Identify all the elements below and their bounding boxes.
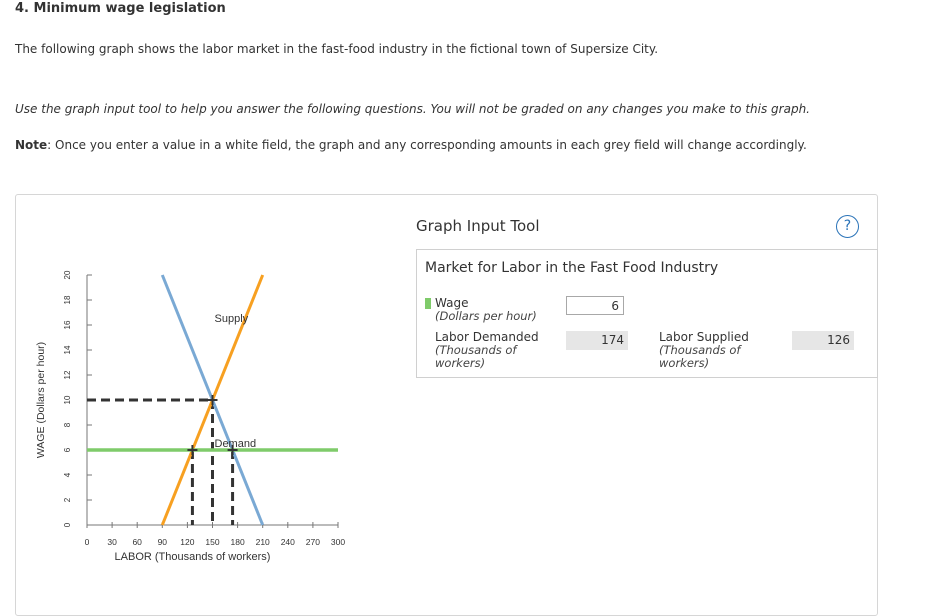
y-tick-label: 18 (63, 295, 72, 305)
labor-demanded-sublabel: (Thousands of workers) (435, 343, 517, 370)
wage-input[interactable] (566, 296, 624, 315)
x-axis-label: LABOR (Thousands of workers) (114, 551, 271, 563)
x-tick-label: 60 (132, 537, 142, 547)
wage-label-group (435, 297, 537, 323)
labor-demanded-label: Labor Demanded (435, 330, 539, 344)
supply-label: Supply (214, 313, 249, 325)
wage-sublabel: (Dollars per hour) (435, 309, 537, 323)
labor-market-chart[interactable] (16, 195, 406, 595)
graph-panel (15, 194, 878, 616)
note-body: : Once you enter a value in a white field, the graph and any corresponding amounts in each grey field will change accordingly. (47, 138, 807, 152)
wage-color-swatch (425, 298, 431, 309)
market-title: Market for Labor in the Fast Food Industry (425, 260, 719, 276)
y-tick-label: 14 (63, 345, 72, 355)
note-label: Note (15, 138, 48, 152)
labor-demanded-group (435, 331, 555, 370)
question-intro: The following graph shows the labor market in the fast-food industry in the fictional town of Supersize City. (15, 42, 659, 56)
y-tick-label: 10 (63, 395, 72, 405)
y-tick-label: 0 (63, 522, 72, 528)
y-tick-label: 12 (63, 370, 72, 380)
y-tick-label: 4 (63, 472, 72, 478)
instructions-text: Use the graph input tool to help you answer the following questions. You will not be graded on any changes you make to this graph. (15, 102, 810, 116)
question-title: 4. Minimum wage legislation (15, 1, 226, 16)
graph-input-tool-title: Graph Input Tool (416, 217, 540, 235)
y-tick-label: 2 (63, 497, 72, 503)
labor-supplied-group (659, 331, 769, 370)
x-tick-label: 0 (84, 537, 90, 547)
help-icon[interactable]: ? (836, 215, 859, 238)
labor-supplied-value: 126 (792, 331, 854, 350)
labor-supplied-label: Labor Supplied (659, 330, 749, 344)
note-text (15, 138, 807, 152)
y-axis-label: WAGE (Dollars per hour) (35, 341, 47, 459)
y-tick-label: 20 (63, 270, 72, 280)
y-tick-label: 16 (63, 320, 72, 330)
labor-supplied-sublabel: (Thousands of workers) (659, 343, 741, 370)
x-tick-label: 300 (330, 537, 346, 547)
x-tick-label: 150 (205, 537, 220, 547)
demand-label: Demand (214, 438, 257, 450)
y-tick-label: 6 (63, 447, 72, 453)
x-tick-label: 180 (230, 537, 245, 547)
labor-demanded-value: 174 (566, 331, 628, 350)
y-tick-label: 8 (63, 422, 72, 428)
x-tick-label: 30 (107, 537, 117, 547)
market-box (416, 249, 878, 378)
x-tick-label: 270 (305, 537, 320, 547)
x-tick-label: 210 (255, 537, 270, 547)
x-tick-label: 90 (157, 537, 168, 547)
x-tick-label: 240 (280, 537, 295, 547)
wage-label: Wage (435, 296, 469, 310)
x-tick-label: 120 (180, 537, 195, 547)
